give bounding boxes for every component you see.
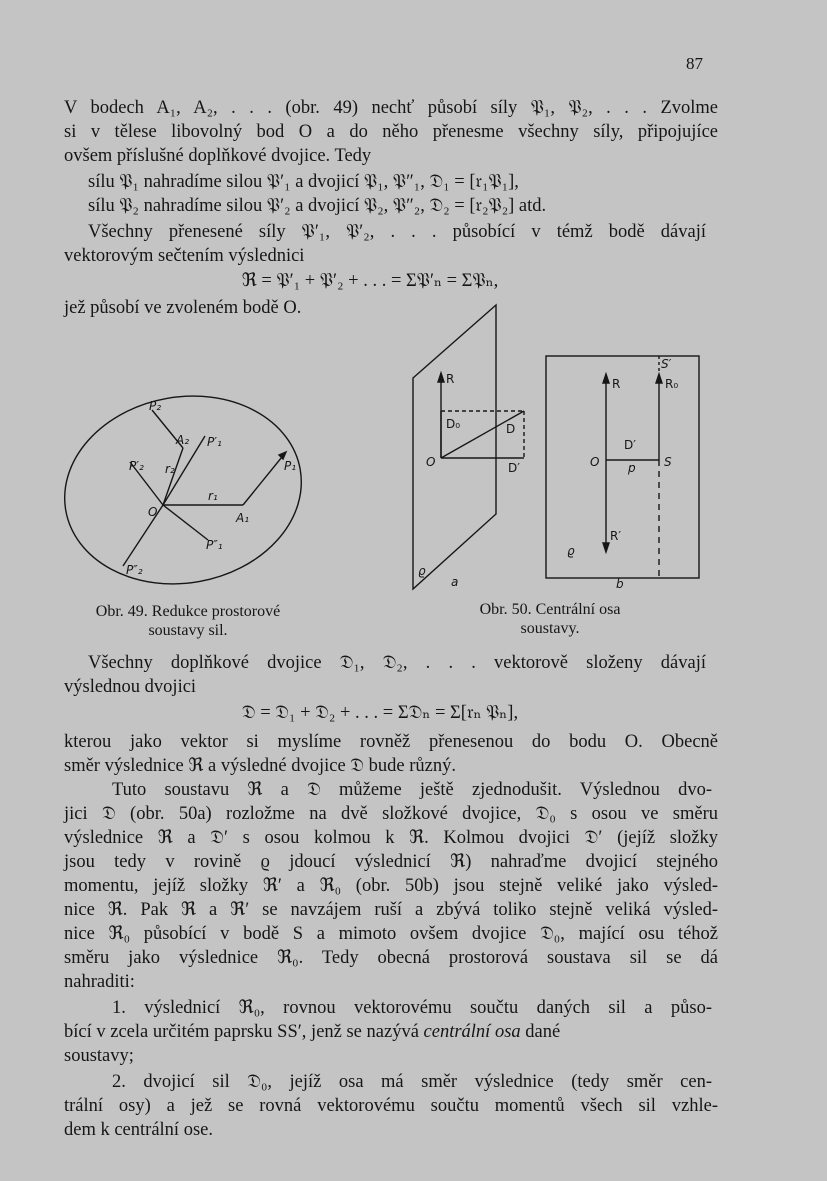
label-b: b [616, 577, 624, 591]
label-p: p [628, 461, 636, 475]
label-D: D [506, 422, 516, 436]
text-run: bící v zcela určitém paprsku SS′, jenž se nazývá [64, 1022, 424, 1042]
label-r2: r₂ [165, 462, 175, 476]
arrow-head [656, 374, 662, 383]
body-outline [50, 378, 317, 603]
caption-fig49 [58, 602, 318, 640]
caption-line: Obr. 50. Centrální osa [479, 601, 621, 618]
text-line: ovšem příslušné doplňkové dvojice. Tedy [64, 146, 372, 166]
text-line: výslednou dvojici [64, 677, 197, 697]
label-O: O [148, 505, 158, 519]
arrow-head [603, 543, 609, 552]
text-line: nice ℜ. Pak ℜ a ℜ′ se navzájem ruší a zbývá toliko stejně veliká výsled- [64, 900, 718, 920]
list-item-1: 1. výslednicí ℜ₀, rovnou vektorovému součtu daných sil a půso- [112, 998, 712, 1018]
equation-couple: 𝔇 = 𝔇₁ + 𝔇₂ + . . . = Σ𝔇ₙ = Σ[𝔯ₙ 𝔓ₙ], [241, 703, 519, 723]
text-line: nice ℜ₀ působící v bodě S a mimoto ovšem dvojice 𝔇₀, mající osu téhož [64, 924, 718, 944]
text-line: soustavy; [64, 1046, 134, 1066]
label-R: R [612, 377, 621, 391]
label-S: S [664, 455, 672, 469]
text-line: Tuto soustavu ℜ a 𝔇 můžeme ještě zjednodušit. Výslednou dvo- [112, 780, 712, 800]
list-item-2: 2. dvojicí sil 𝔇₀, jejíž osa má směr výslednice (tedy směr cen- [112, 1072, 712, 1092]
label-P2: P₂ [149, 399, 162, 413]
text-line: vektorovým sečtením výslednici [64, 246, 305, 266]
text-line: jici 𝔇 (obr. 50a) rozložme na dvě složkové dvojice, 𝔇₀ s osou ve směru [64, 804, 718, 824]
label-Rp: R′ [610, 529, 622, 543]
figure-49 [50, 378, 317, 603]
plane-rho [413, 305, 496, 589]
text-line: směru jako výslednice ℜ₀. Tedy obecná prostorová soustava sil se dá [64, 948, 718, 968]
label-P1pp: P″₁ [206, 538, 223, 552]
arrow-head [438, 373, 444, 382]
label-O: O [590, 455, 600, 469]
figure-50a-labels [418, 372, 520, 589]
label-rho: ϱ [418, 564, 426, 578]
label-O: O [426, 455, 436, 469]
label-P2p: P′₂ [129, 459, 144, 473]
text-line: jež působí ve zvoleném bodě O. [64, 298, 302, 318]
term-central-axis: centrální osa [423, 1022, 521, 1042]
text-line: sílu 𝔓₂ nahradíme silou 𝔓′₂ a dvojicí 𝔓₂, 𝔓″₂, 𝔇₂ = [𝔯₂𝔓₂] atd. [88, 196, 547, 216]
caption-line: Obr. 49. Redukce prostorové [95, 603, 281, 620]
text-line: Všechny doplňkové dvojice 𝔇₁, 𝔇₂, . . . vektorově složeny dávají [88, 653, 706, 673]
text-line: si v tělese libovolný bod O a do něho přenesme všechny síly, připojujíce [64, 122, 718, 142]
label-S-top: S′ [661, 357, 672, 371]
label-Dp: D′ [508, 461, 520, 475]
label-A1: A₁ [236, 511, 250, 525]
label-r1: r₁ [208, 489, 218, 503]
text-line: kterou jako vektor si myslíme rovněž přenesenou do bodu O. Obecně [64, 732, 718, 752]
label-R: R [446, 372, 455, 386]
text-line: směr výslednice ℜ a výsledné dvojice 𝔇 bude různý. [64, 756, 456, 776]
label-P1p: P′₁ [207, 435, 222, 449]
label-Dp: D′ [624, 438, 636, 452]
text-line: výslednice ℜ a 𝔇′ s osou kolmou k ℜ. Kolmou dvojici 𝔇′ (jejíž složky [64, 828, 718, 848]
text-line: nahraditi: [64, 972, 135, 992]
figure-50b-labels [567, 357, 678, 591]
text-line: V bodech A₁, A₂, . . . (obr. 49) nechť působí síly 𝔓₁, 𝔓₂, . . . Zvolme [64, 98, 718, 118]
arrow-head [603, 374, 609, 383]
text-line: dem k centrální ose. [64, 1120, 213, 1140]
label-a: a [451, 575, 459, 589]
label-P1: P₁ [284, 459, 297, 473]
label-P2pp: P″₂ [126, 563, 143, 577]
page-number: 87 [686, 54, 703, 73]
text-line: jsou tedy v rovině ϱ jdoucí výslednicí ℜ) nahraďme dvojicí stejného [64, 852, 718, 872]
P1-vector [243, 452, 286, 505]
label-D0: D₀ [446, 417, 461, 431]
label-R0: R₀ [665, 377, 679, 391]
text-line: trální osy) a jež se rovná vektorovému součtu momentů všech sil vzhle- [64, 1096, 718, 1116]
label-rho: ϱ [567, 544, 575, 558]
arrow-head [279, 452, 286, 459]
P1pp-vector [163, 505, 208, 540]
caption-line: soustavy sil. [148, 622, 228, 639]
caption-fig50 [440, 600, 660, 638]
label-A2: A₂ [176, 433, 190, 447]
caption-line: soustavy. [520, 620, 580, 637]
text-line: Všechny přenesené síly 𝔓′₁, 𝔓′₂, . . . působící v témž bodě dávají [88, 222, 706, 242]
text-line: sílu 𝔓₁ nahradíme silou 𝔓′₁ a dvojicí 𝔓₁, 𝔓″₁, 𝔇₁ = [𝔯₁𝔓₁], [88, 172, 519, 192]
figure-50a [413, 305, 524, 589]
list-item-1-cont [64, 1021, 709, 1043]
figure-49-labels [126, 399, 296, 577]
text-run: dané [520, 1022, 561, 1042]
text-line: momentu, jejíž složky ℜ′ a ℜ₀ (obr. 50b) jsou stejně veliké jako výsled- [64, 876, 718, 896]
equation-resultant: ℜ = 𝔓′₁ + 𝔓′₂ + . . . = Σ𝔓′ₙ = Σ𝔓ₙ, [241, 271, 499, 291]
